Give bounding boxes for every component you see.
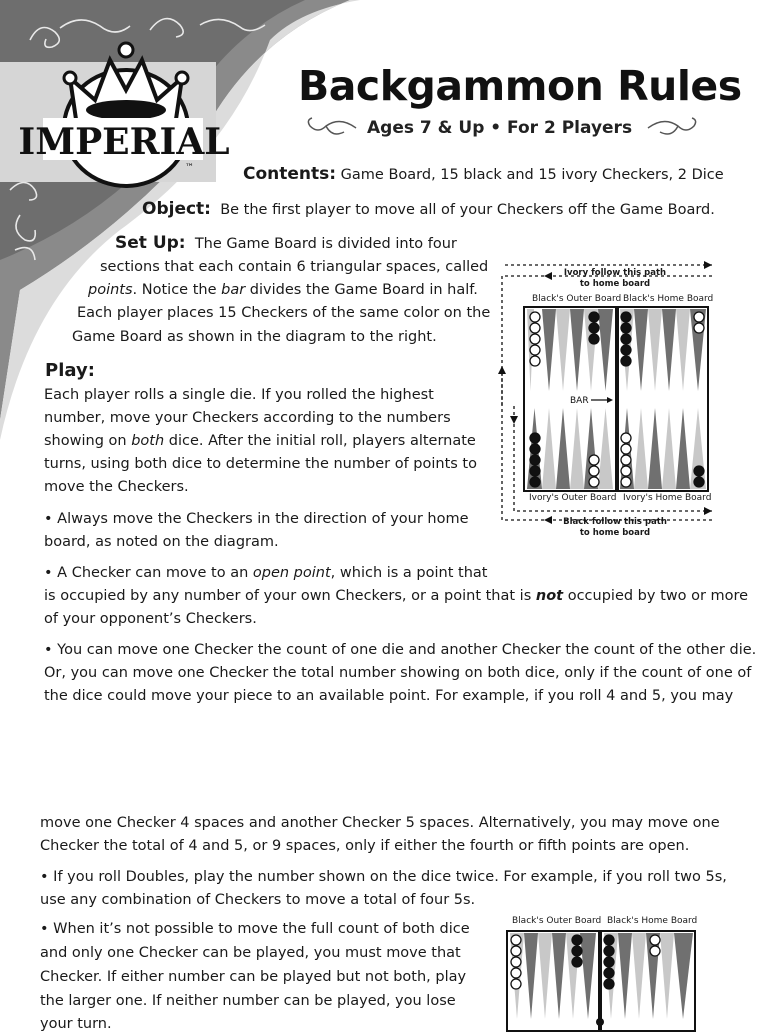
- svg-text:™: ™: [185, 163, 194, 173]
- bar-label: BAR: [570, 396, 589, 406]
- bullet-5-line-5: your turn.: [40, 1016, 112, 1032]
- board-diagram-2: [505, 929, 697, 1024]
- page-title: Backgammon Rules: [298, 62, 742, 110]
- imperial-logo: [18, 38, 230, 188]
- setup-line-3: points. Notice the bar divides the Game Board in half.: [88, 282, 478, 298]
- setup-line-4: Each player places 15 Checkers of the same color on the: [77, 305, 491, 321]
- bullet-2-line-3: of your opponent’s Checkers.: [44, 611, 257, 627]
- d2-top-left-label: Black's Outer Board: [512, 916, 602, 926]
- bullet-5-line-3: Checker. If either number can be played but not both, play: [40, 969, 467, 985]
- bullet-1-line-2: board, as noted on the diagram.: [44, 534, 279, 550]
- black-path-label: Black follow this path to home board: [563, 517, 667, 538]
- bullet-3-cont-line-1: move one Checker 4 spaces and another Checker 5 spaces. Alternatively, you may move one: [40, 815, 720, 831]
- bullet-3-cont-line-2: Checker the total of 4 and 5, or 9 spaces, only if either the fourth or fifth points are open.: [40, 838, 690, 854]
- bullet-3-line-1: • You can move one Checker the count of one die and another Checker the count of the other die.: [44, 642, 757, 658]
- play-p1-line-4: turns, using both dice to determine the number of points to: [44, 456, 477, 472]
- d1-top-left-label: Black's Outer Board: [532, 294, 622, 304]
- flourish-left-icon: [300, 112, 358, 142]
- bullet-1-line-1: • Always move the Checkers in the direction of your home: [44, 511, 469, 527]
- setup-line-2: sections that each contain 6 triangular spaces, called: [100, 259, 489, 275]
- play-p1-line-5: move the Checkers.: [44, 479, 189, 495]
- d1-top-right-label: Black's Home Board: [623, 294, 714, 304]
- d2-top-right-label: Black's Home Board: [607, 916, 698, 926]
- play-p1-line-3: showing on both dice. After the initial roll, players alternate: [44, 433, 476, 449]
- bullet-3-line-2: Or, you can move one Checker the total number showing on both dice, only if the count of one of: [44, 665, 752, 681]
- object-line: [142, 201, 715, 218]
- d1-bottom-right-label: Ivory's Home Board: [623, 493, 712, 503]
- bullet-4-line-1: • If you roll Doubles, play the number shown on the dice twice. For example, if you roll two 5s,: [40, 869, 727, 885]
- subtitle: Ages 7 & Up • For 2 Players: [367, 118, 633, 138]
- bullet-5-line-4: the larger one. If neither number can be played, you lose: [40, 993, 456, 1009]
- play-p1-line-1: Each player rolls a single die. If you rolled the highest: [44, 387, 434, 403]
- board-diagram-1: [496, 256, 720, 542]
- contents-text: Game Board, 15 black and 15 ivory Checkers, 2 Dice: [340, 167, 724, 183]
- contents-label: Contents:: [243, 164, 337, 184]
- bullet-2-line-1: • A Checker can move to an open point, which is a point that: [44, 565, 488, 581]
- bullet-5-line-2: and only one Checker can be played, you must move that: [40, 945, 461, 961]
- setup-line-5: Game Board as shown in the diagram to the right.: [72, 329, 437, 345]
- object-label: Object:: [142, 199, 211, 219]
- flourish-right-icon: [646, 112, 704, 142]
- bullet-4-line-2: use any combination of Checkers to move a total of four 5s.: [40, 892, 476, 908]
- contents-line: [243, 166, 724, 183]
- setup-label: Set Up:: [115, 233, 186, 253]
- object-text: Be the first player to move all of your Checkers off the Game Board.: [220, 202, 715, 218]
- bullet-3-line-3: the dice could move your piece to an available point. For example, if you roll 4 and 5, you may: [44, 688, 734, 704]
- play-p1-line-2: number, move your Checkers according to the numbers: [44, 410, 451, 426]
- d1-bottom-left-label: Ivory's Outer Board: [529, 493, 617, 503]
- play-heading: Play:: [45, 360, 95, 381]
- setup-line-1: Set Up: The Game Board is divided into four: [115, 233, 457, 253]
- bullet-5-line-1: • When it’s not possible to move the full count of both dice: [40, 921, 470, 937]
- logo-text: IMPERIAL: [18, 121, 230, 163]
- ivory-path-label: Ivory follow this path to home board: [563, 268, 667, 289]
- bullet-2-line-2: is occupied by any number of your own Checkers, or a point that is not occupied by two or more: [44, 588, 749, 604]
